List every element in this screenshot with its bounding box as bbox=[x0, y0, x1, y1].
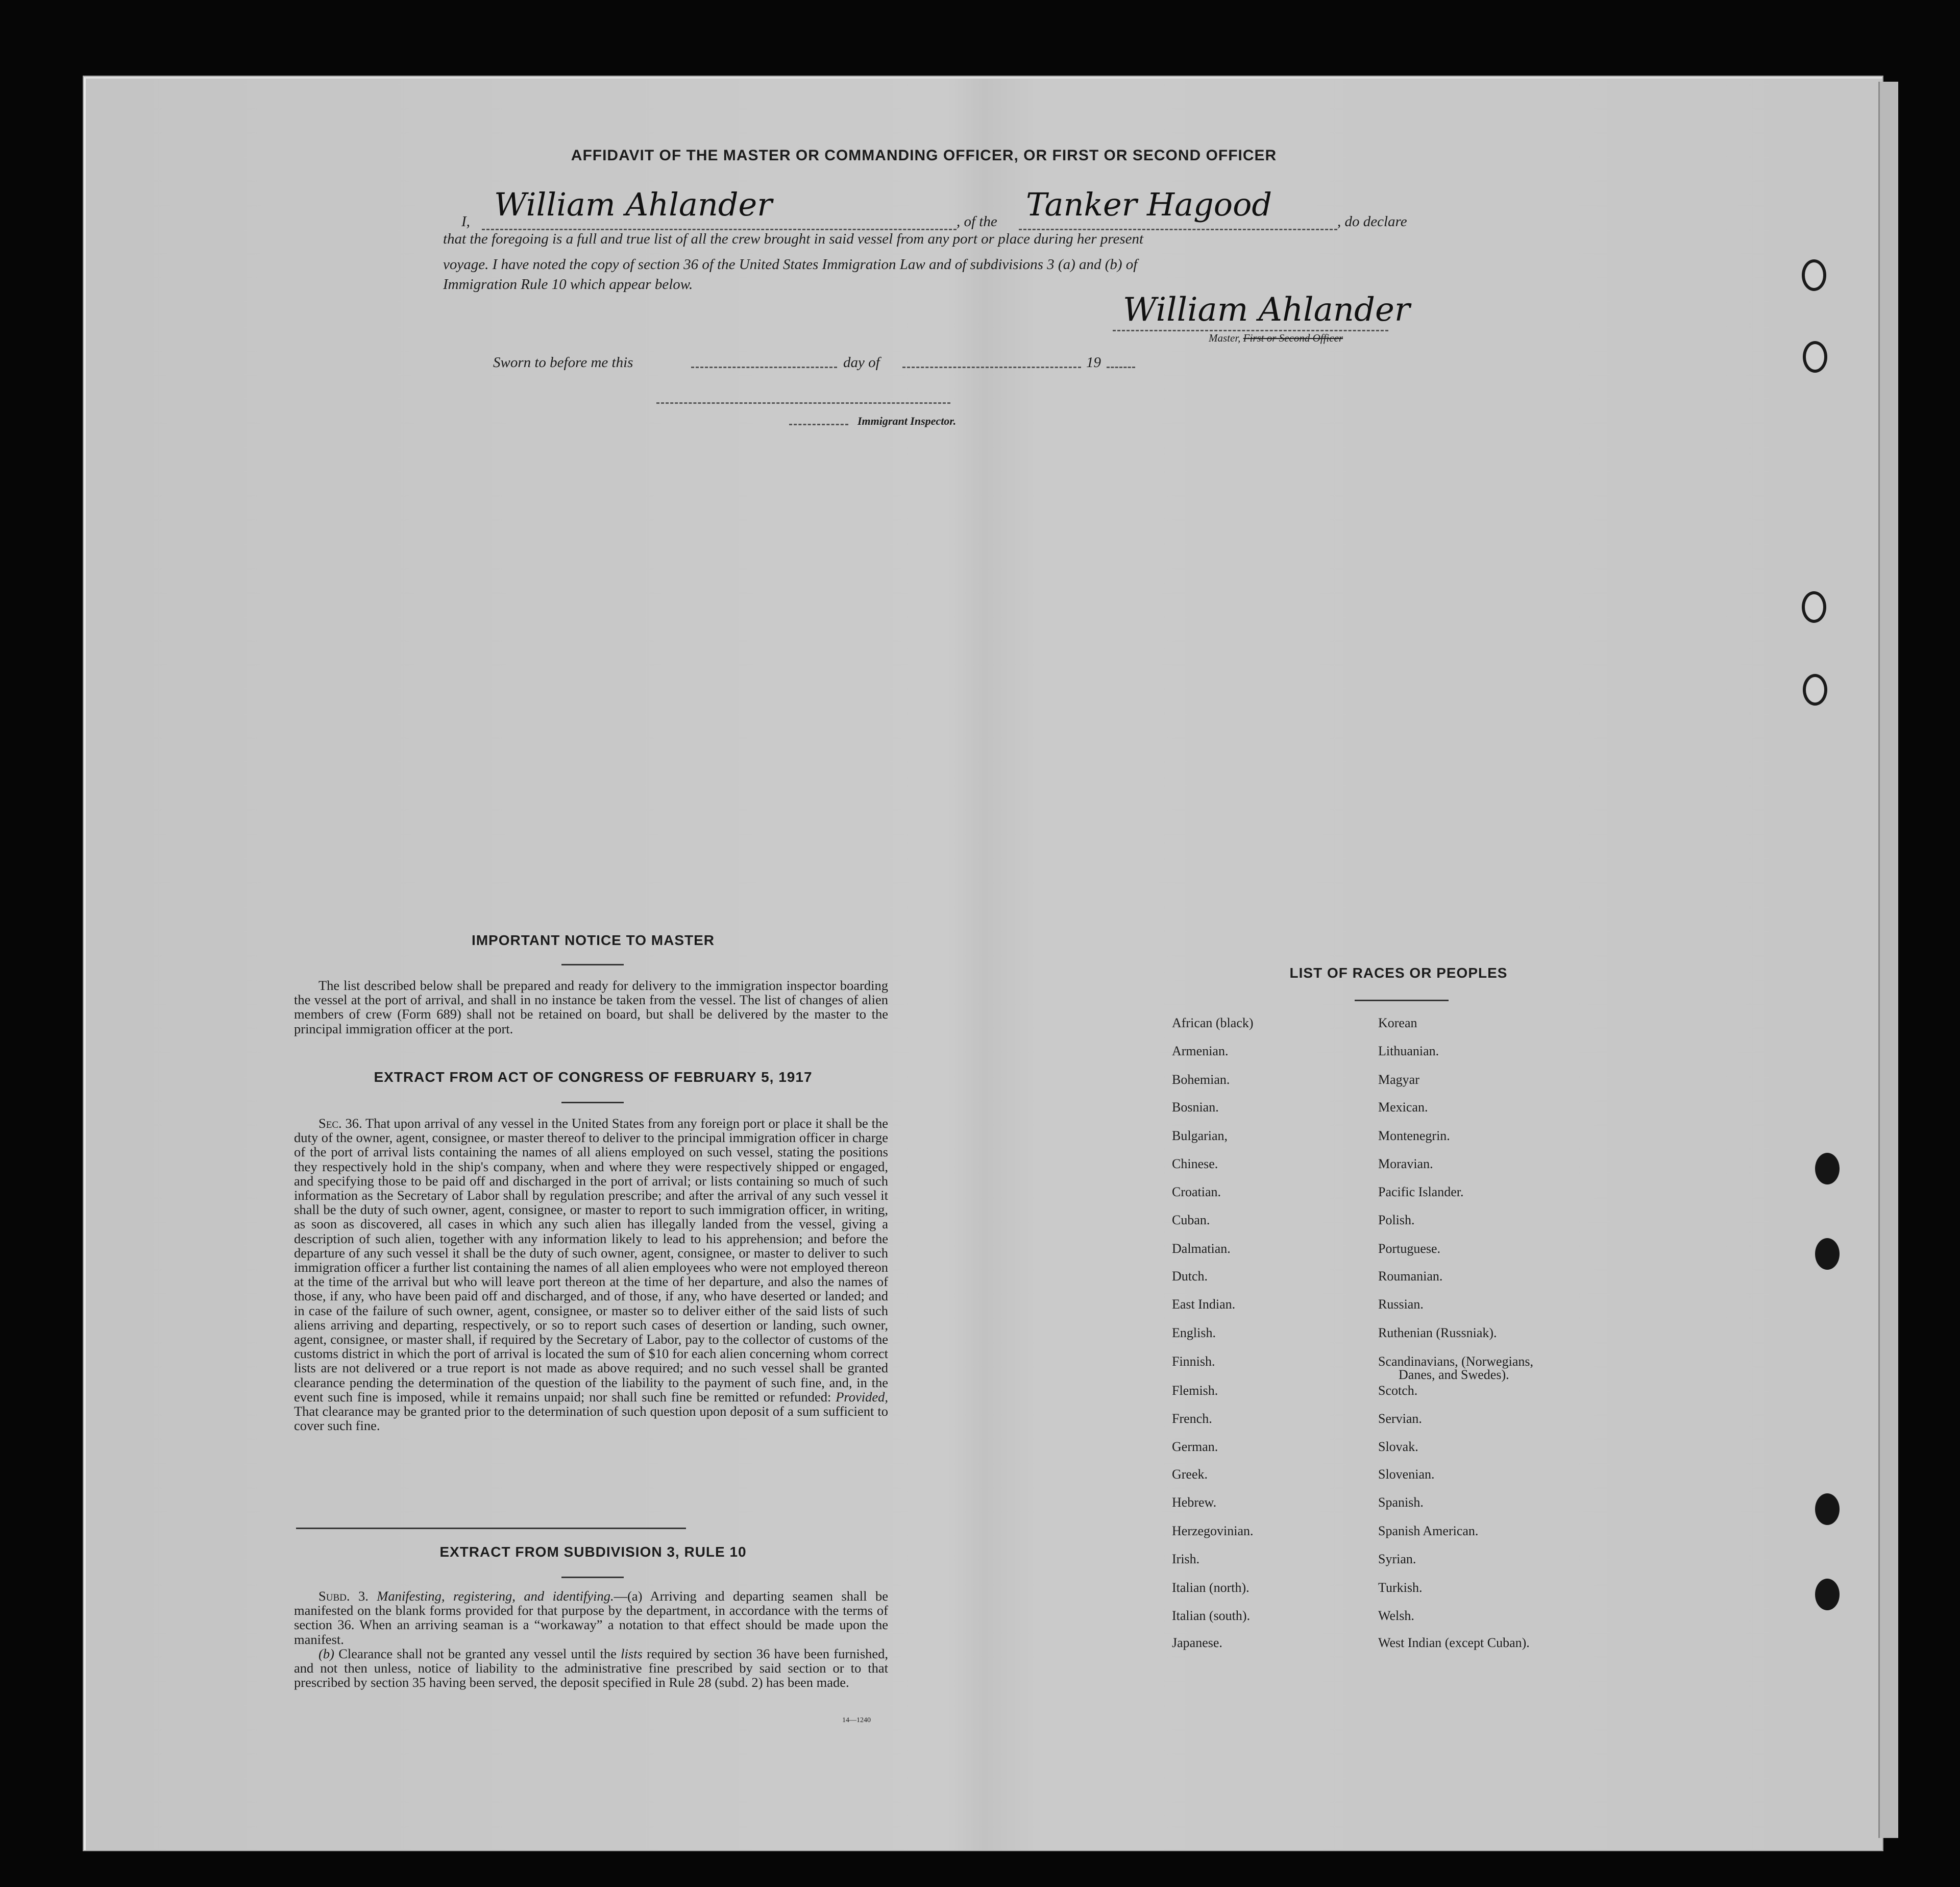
races-title-rule bbox=[1355, 1000, 1449, 1001]
race-right-item: Ruthenian (Russniak). bbox=[1378, 1325, 1497, 1340]
race-right-item: Turkish. bbox=[1378, 1580, 1423, 1595]
binder-hole bbox=[1815, 1579, 1840, 1610]
race-left-item: East Indian. bbox=[1172, 1297, 1236, 1312]
document-page bbox=[84, 77, 1882, 1850]
race-right-item: Scotch. bbox=[1378, 1383, 1418, 1398]
inspector-sign-line bbox=[656, 402, 950, 404]
affidavit-line-3: voyage. I have noted the copy of section 36 of the United States Immigration Law and of subdivisions 3 (a) and (b) of bbox=[443, 256, 1138, 273]
race-right-item: Slovak. bbox=[1378, 1439, 1418, 1454]
sworn-year-line bbox=[1107, 367, 1135, 368]
vessel-name-handwritten: Tanker Hagood bbox=[1026, 186, 1272, 223]
binder-hole bbox=[1815, 1153, 1840, 1184]
rule-title-rule bbox=[561, 1577, 624, 1578]
binder-hole bbox=[1803, 341, 1827, 373]
race-right-item: Servian. bbox=[1378, 1411, 1422, 1426]
sworn-month-line bbox=[902, 367, 1081, 368]
master-signature: William Ahlander bbox=[1123, 291, 1410, 329]
race-right-item: West Indian (except Cuban). bbox=[1378, 1635, 1530, 1650]
notice-title: IMPORTANT NOTICE TO MASTER bbox=[471, 932, 715, 948]
race-right-item: Slovenian. bbox=[1378, 1467, 1435, 1482]
race-right-item: Welsh. bbox=[1378, 1608, 1414, 1623]
race-left-item: Armenian. bbox=[1172, 1044, 1229, 1058]
binder-hole bbox=[1815, 1238, 1840, 1270]
sworn-year-19: 19 bbox=[1086, 354, 1101, 371]
act-extract-body: Sec. 36. That upon arrival of any vessel in the United States from any foreign port or place it shall be the duty of the owner, agent, consignee, or master thereof to deliver to the principal immigration officer in charge of the port of arrival lists containing the names of all aliens employed on such vessel, stating the positions they respectively hold in the ship's company, when and where they were respectively shipped or engaged, and specifying those to be paid off and discharged in the port of arrival; or lists containing so much of such information as the Secretary of Labor shall by regulation prescribe; and after the arrival of any such vessel it shall be the duty of such owner, agent, consignee, or master to report to such immigration officer, in writing, as soon as discovered, all cases in which any such alien has illegally landed from the vessel, giving a description of such alien, together with any information likely to lead to his apprehension; and before the departure of any such vessel it shall be the duty of such owner, agent, consignee, or master to deliver to such immigration officer a further list containing the names of all alien employees who were not employed thereon at the time of the arrival but who will leave port thereon at the time of her departure, and also the names of those, if any, who have been paid off and discharged, and of those, if any, who have deserted or landed; and in case of the failure of such owner, agent, consignee, or master so to deliver either of the said lists of such aliens arriving and departing, respectively, or so to report such cases of desertion or landing, such owner, agent, consignee, or master shall, if required by the Secretary of Labor, pay to the collector of customs of the customs district in which the port of arrival is located the sum of $10 for each alien concerning whom correct lists are not delivered or a true report is not made as above required; and no such vessel shall be granted clearance pending the determination of the question of the liability to the payment of such fine, and, in the event such fine is imposed, while it remains unpaid; nor shall such fine be remitted or refunded: Provided, That clearance may be granted prior to the determination of such question upon deposit of a sum sufficient to cover such fine. bbox=[294, 1116, 889, 1434]
race-right-item: Korean bbox=[1378, 1015, 1417, 1030]
race-left-item: Bulgarian, bbox=[1172, 1128, 1228, 1143]
race-left-item: German. bbox=[1172, 1439, 1218, 1454]
sec-36-label: Sec. 36. bbox=[318, 1116, 362, 1131]
race-left-item: Bohemian. bbox=[1172, 1072, 1230, 1087]
race-left-item: Herzegovinian. bbox=[1172, 1523, 1254, 1538]
race-left-item: Irish. bbox=[1172, 1552, 1200, 1566]
binder-hole bbox=[1803, 674, 1827, 706]
page-edge bbox=[1878, 82, 1898, 1838]
binder-hole bbox=[1802, 259, 1826, 291]
act-extract-title: EXTRACT FROM ACT OF CONGRESS OF FEBRUARY 5, 1917 bbox=[374, 1069, 813, 1085]
race-left-item: Croatian. bbox=[1172, 1184, 1221, 1199]
race-right-item: Russian. bbox=[1378, 1297, 1424, 1312]
race-left-item: Italian (north). bbox=[1172, 1580, 1250, 1595]
name-fill-line bbox=[482, 229, 957, 230]
race-left-item: Dutch. bbox=[1172, 1269, 1208, 1284]
race-right-item: Spanish American. bbox=[1378, 1523, 1479, 1538]
race-left-item: French. bbox=[1172, 1411, 1212, 1426]
affidavit-of-the: , of the bbox=[957, 213, 997, 230]
race-left-item: English. bbox=[1172, 1325, 1216, 1340]
race-right-item: Scandinavians, (Norwegians, bbox=[1378, 1354, 1533, 1369]
race-left-item: Flemish. bbox=[1172, 1383, 1218, 1398]
race-left-item: Greek. bbox=[1172, 1467, 1208, 1482]
races-title: LIST OF RACES OR PEOPLES bbox=[1289, 965, 1508, 981]
signature-caption: Master, First or Second Officer bbox=[1209, 332, 1343, 344]
act-title-rule bbox=[561, 1102, 624, 1103]
signature-line bbox=[1113, 330, 1388, 331]
race-right-item: Spanish. bbox=[1378, 1495, 1424, 1510]
race-right-item: Roumanian. bbox=[1378, 1269, 1443, 1284]
race-left-item: Japanese. bbox=[1172, 1635, 1222, 1650]
inspector-prefix-line bbox=[789, 424, 848, 425]
affidavit-line-4: Immigration Rule 10 which appear below. bbox=[443, 276, 693, 293]
race-right-item: Moravian. bbox=[1378, 1156, 1433, 1171]
notice-title-rule bbox=[561, 964, 624, 965]
race-right-item: Montenegrin. bbox=[1378, 1128, 1450, 1143]
race-right-item: Lithuanian. bbox=[1378, 1044, 1439, 1058]
race-right-item: Portuguese. bbox=[1378, 1241, 1441, 1256]
binder-hole bbox=[1815, 1493, 1840, 1525]
affidavit-line-2: that the foregoing is a full and true list of all the crew brought in said vessel from any port or place during her present bbox=[443, 231, 1144, 247]
inspector-caption: Immigrant Inspector. bbox=[857, 415, 957, 427]
race-left-item: African (black) bbox=[1172, 1015, 1254, 1030]
form-number: 14—1240 bbox=[842, 1716, 871, 1724]
sworn-prefix: Sworn to before me this bbox=[493, 354, 633, 371]
race-left-item: Bosnian. bbox=[1172, 1100, 1219, 1115]
affidavit-i-prefix: I, bbox=[461, 213, 470, 230]
binder-hole bbox=[1802, 591, 1826, 623]
race-right-item: Syrian. bbox=[1378, 1552, 1416, 1566]
race-left-item: Dalmatian. bbox=[1172, 1241, 1231, 1256]
sworn-day-of: day of bbox=[843, 354, 880, 371]
race-left-item: Hebrew. bbox=[1172, 1495, 1217, 1510]
act-end-rule bbox=[296, 1528, 686, 1529]
race-left-item: Chinese. bbox=[1172, 1156, 1218, 1171]
notice-body: The list described below shall be prepared and ready for delivery to the immigration inspector boarding the vessel at the port of arrival, and shall in no instance be taken from the vessel. The list of changes of alien members of crew (Form 689) shall not be retained on board, but shall be delivered by the master to the principal immigration officer at the port. bbox=[294, 978, 888, 1036]
race-right-item: Mexican. bbox=[1378, 1100, 1428, 1115]
master-name-handwritten: William Ahlander bbox=[494, 186, 772, 223]
vessel-fill-line bbox=[1019, 229, 1337, 230]
race-left-item: Italian (south). bbox=[1172, 1608, 1251, 1623]
race-right-item: Pacific Islander. bbox=[1378, 1184, 1464, 1199]
race-left-item: Finnish. bbox=[1172, 1354, 1215, 1369]
race-left-item: Cuban. bbox=[1172, 1213, 1210, 1227]
affidavit-do-declare: , do declare bbox=[1337, 213, 1407, 230]
race-right-item-continued: Danes, and Swedes). bbox=[1399, 1367, 1509, 1382]
rule-extract-title: EXTRACT FROM SUBDIVISION 3, RULE 10 bbox=[439, 1544, 747, 1560]
race-right-item: Polish. bbox=[1378, 1213, 1415, 1227]
race-right-item: Magyar bbox=[1378, 1072, 1419, 1087]
sworn-day-line bbox=[691, 367, 837, 368]
affidavit-title: AFFIDAVIT OF THE MASTER OR COMMANDING OFFICER, OR FIRST OR SECOND OFFICER bbox=[571, 147, 1277, 164]
rule-extract-body: Subd. 3. Manifesting, registering, and identifying.—(a) Arriving and departing seamen shall be manifested on the blank forms provided for that purpose by the department, in accordance with the terms of section 36. When an arriving seaman is a “workaway” a notation to that effect should be made upon the manifest. (b) Clearance shall not be granted any vessel until the lists required by section 36 have been furnished, and not then unless, notice of liability to the administrative fine prescribed by said section or to that prescribed by section 35 having been served, the deposit specified in Rule 28 (subd. 2) has been made. bbox=[294, 1588, 889, 1690]
